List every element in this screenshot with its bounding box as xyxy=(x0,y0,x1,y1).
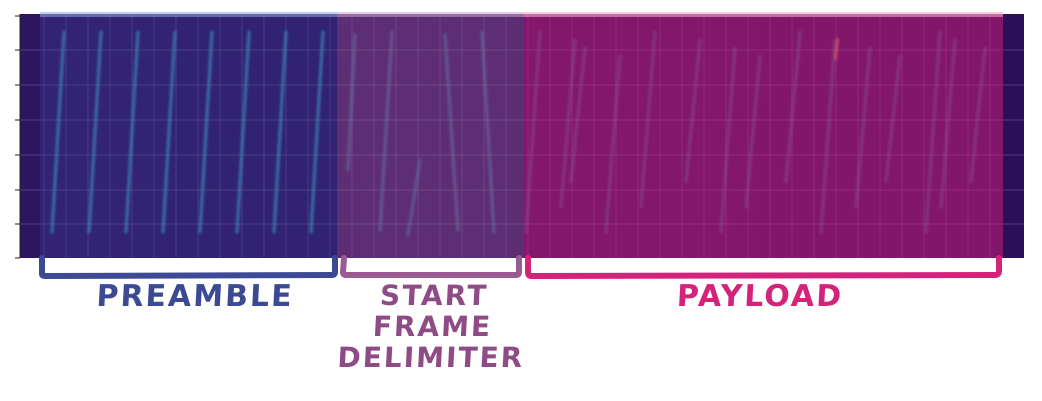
preamble-bracket xyxy=(42,258,335,276)
sfd-overlay xyxy=(337,14,523,258)
preamble-overlay xyxy=(40,14,337,258)
preamble-top-band xyxy=(40,12,337,17)
sfd-label xyxy=(333,280,533,373)
sfd-top-band xyxy=(337,12,523,17)
payload-bracket xyxy=(528,258,999,276)
sfd-label-line: DELIMITER xyxy=(336,341,526,374)
sfd-bracket xyxy=(343,258,519,275)
payload-overlay xyxy=(523,14,1003,258)
preamble-label: PREAMBLE xyxy=(95,279,295,314)
payload-top-band xyxy=(523,12,1003,17)
payload-label: PAYLOAD xyxy=(676,279,845,314)
sfd-label-line: START xyxy=(379,279,490,312)
sfd-label-line: FRAME xyxy=(371,310,494,343)
y-axis xyxy=(15,14,20,258)
